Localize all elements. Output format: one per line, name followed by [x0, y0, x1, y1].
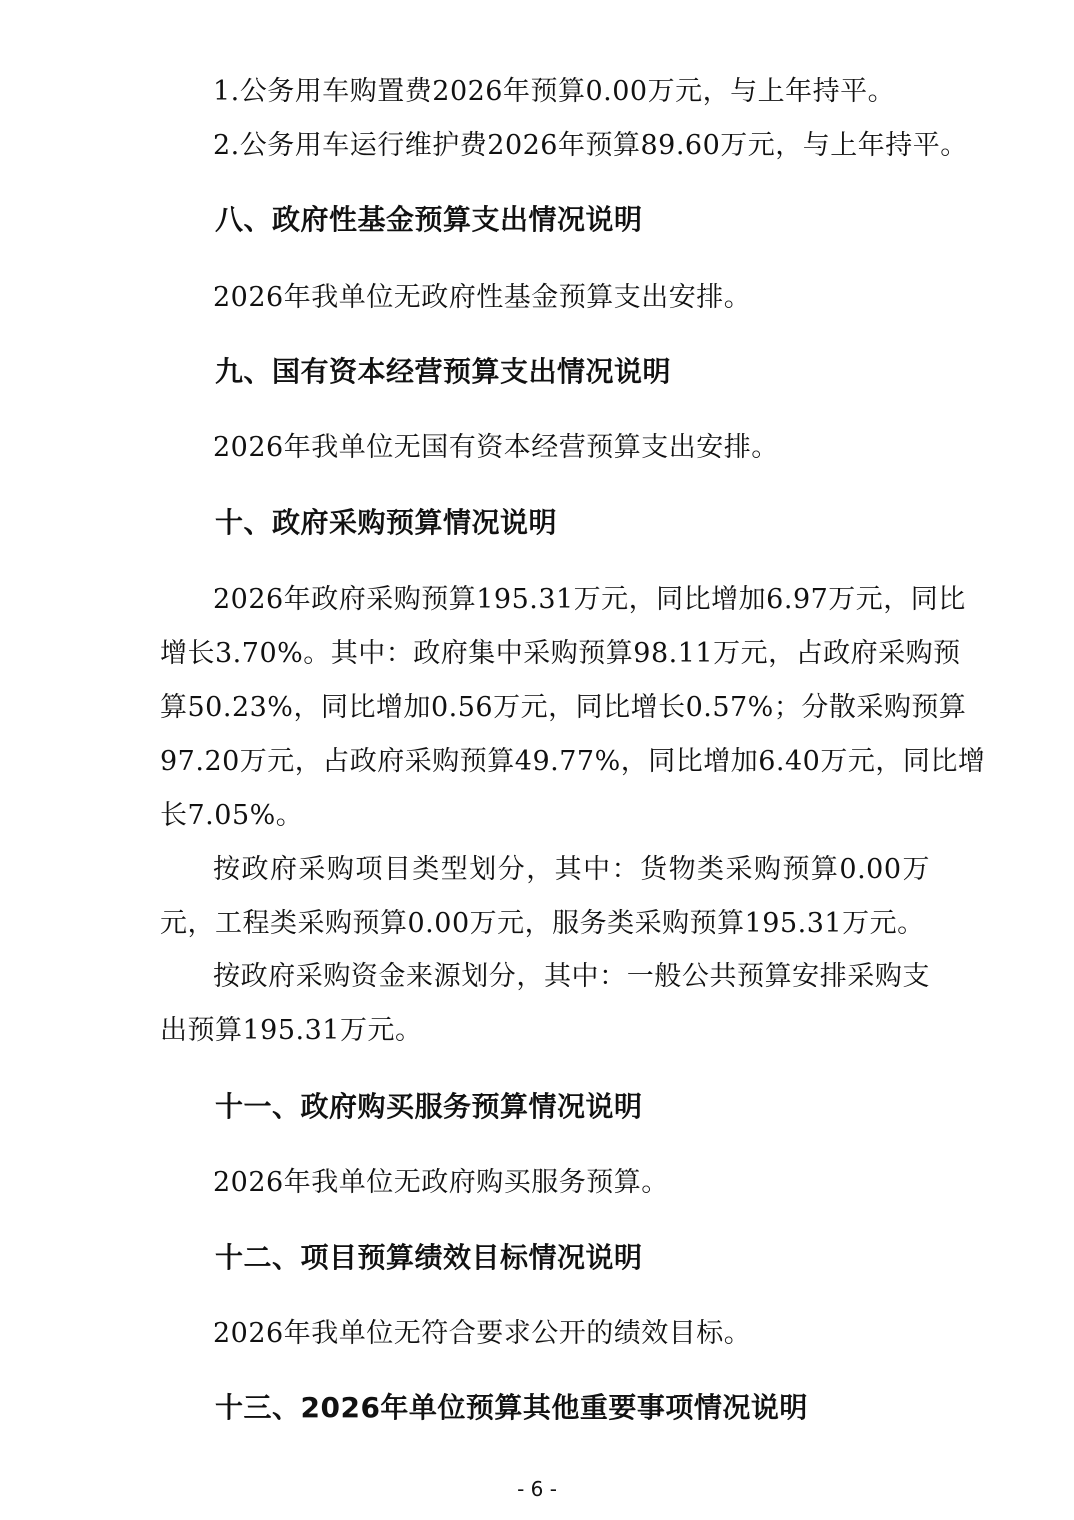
section-heading-government-fund: 八、政府性基金预算支出情况说明 [215, 203, 643, 236]
vehicle-purchase-item: 1.公务用车购置费2026年预算0.00万元，与上年持平。 [213, 76, 896, 107]
procurement-source-line: 出预算195.31万元。 [160, 1015, 423, 1046]
section-body-state-capital: 2026年我单位无国有资本经营预算支出安排。 [213, 432, 779, 463]
procurement-paragraph-line: 算50.23%，同比增加0.56万元，同比增长0.57%；分散采购预算 [160, 692, 967, 723]
procurement-paragraph-line: 长7.05%。 [160, 800, 304, 831]
procurement-paragraph-line: 97.20万元，占政府采购预算49.77%，同比增加6.40万元，同比增 [160, 746, 986, 777]
procurement-paragraph-line: 增长3.70%。其中：政府集中采购预算98.11万元，占政府采购预 [160, 638, 961, 669]
section-heading-performance-goals: 十二、项目预算绩效目标情况说明 [215, 1241, 643, 1274]
section-heading-purchase-services: 十一、政府购买服务预算情况说明 [215, 1090, 643, 1123]
procurement-type-line: 按政府采购项目类型划分，其中：货物类采购预算0.00万 [213, 854, 930, 885]
page-number: - 6 - [517, 1477, 557, 1501]
procurement-paragraph-line: 2026年政府采购预算195.31万元，同比增加6.97万元，同比 [213, 584, 966, 615]
section-heading-state-capital: 九、国有资本经营预算支出情况说明 [215, 355, 672, 388]
section-heading-procurement: 十、政府采购预算情况说明 [215, 506, 558, 539]
procurement-type-line: 元，工程类采购预算0.00万元，服务类采购预算195.31万元。 [160, 908, 925, 939]
section-heading-other-matters: 十三、2026年单位预算其他重要事项情况说明 [215, 1391, 808, 1424]
vehicle-maintenance-item: 2.公务用车运行维护费2026年预算89.60万元，与上年持平。 [213, 130, 968, 161]
procurement-source-line: 按政府采购资金来源划分，其中：一般公共预算安排采购支 [213, 961, 930, 992]
section-body-purchase-services: 2026年我单位无政府购买服务预算。 [213, 1167, 669, 1198]
section-body-government-fund: 2026年我单位无政府性基金预算支出安排。 [213, 282, 752, 313]
section-body-performance-goals: 2026年我单位无符合要求公开的绩效目标。 [213, 1318, 752, 1349]
